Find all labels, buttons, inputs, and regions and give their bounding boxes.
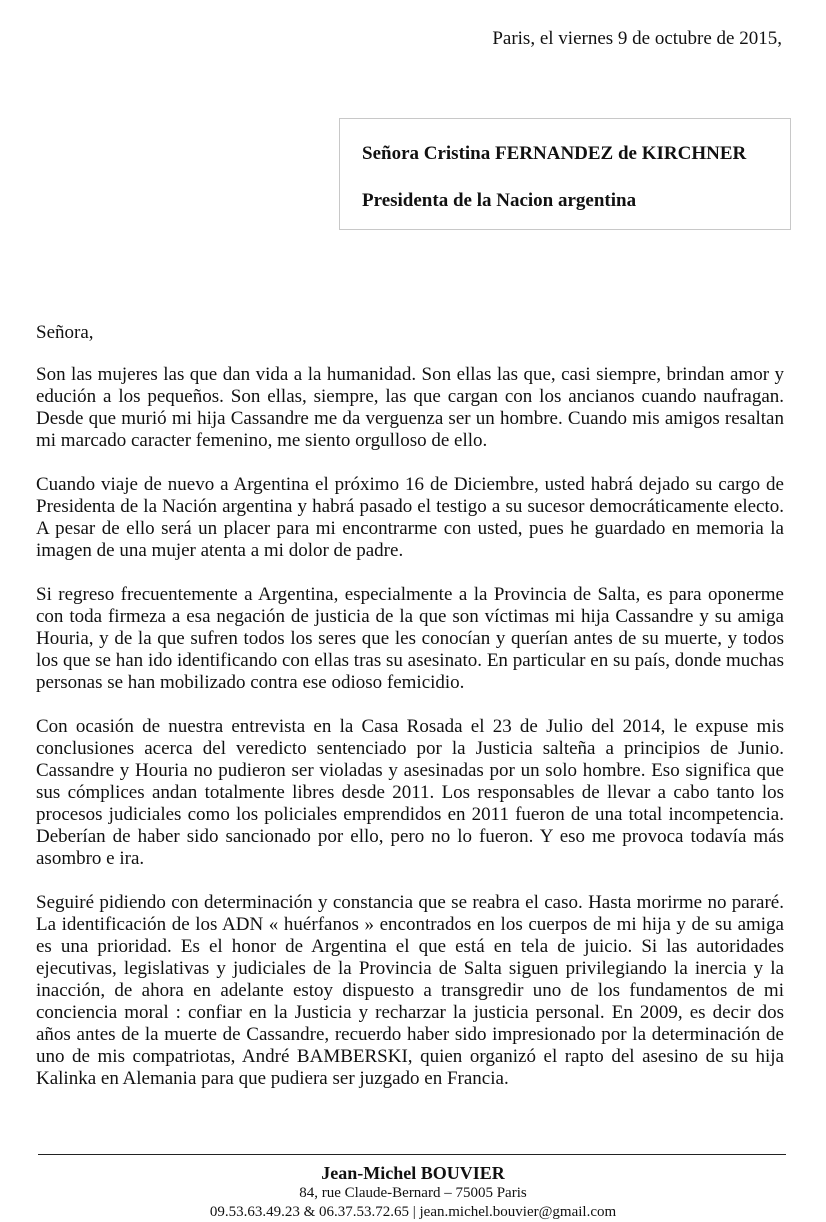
letterhead-footer: [0, 1162, 826, 1222]
recipient-title: Presidenta de la Nacion argentina: [362, 190, 637, 211]
paragraph-3: Si regreso frecuentemente a Argentina, especialmente a la Provincia de Salta, es para oponerme con toda firmeza a esa negación de justicia de la que son víctimas mi hija Cassandre y su amiga Houria, y de la que sufren todos los seres que les conocían y querían antes de su muerte, y todos los que se han ido identificando con ellas tras su asesinato. En particular en su país, donde muchas personas se han mobilizado contra ese odioso femicidio.: [36, 584, 784, 693]
paragraph-4: Con ocasión de nuestra entrevista en la Casa Rosada el 23 de Julio del 2014, le expuse mis conclusiones acerca del veredicto sentenciado por la Justicia salteña a principios de Junio. Cassandre y Houria no pudieron ser violadas y asesinadas por un solo hombre. Eso significa que sus cómplices andan totalmente libres desde 2011. Los responsables de llevar a cabo tanto los procesos judiciales como los policiales emprendidos en 2011 fueron de una total incompetencia. Deberían de haber sido sancionado por ello, pero no lo fueron. Y eso me provoca todavía más asombro e ira.: [36, 716, 784, 869]
paragraph-5: Seguiré pidiendo con determinación y constancia que se reabra el caso. Hasta morirme no pararé. La identificación de los ADN « huérfanos » encontrados en los cuerpos de mi hija y de su amiga es una prioridad. Es el honor de Argentina el que está en tela de juicio. Si las autoridades ejecutivas, legislativas y judiciales de la Provincia de Salta siguen privilegiando la inercia y la inacción, de ahora en adelante estoy dispuesto a transgredir uno de los fundamentos de mi conciencia moral : confiar en la Justicia y recharzar la justicia personal. En 2009, es decir dos años antes de la muerte de Cassandre, recuerdo haber sido impresionado por la determinación de uno de mis compatriotas, André BAMBERSKI, quien organizó el rapto del asesino de su hija Kalinka en Alemania para que pudiera ser juzgado en Francia.: [36, 892, 784, 1089]
paragraph-2: Cuando viaje de nuevo a Argentina el próximo 16 de Diciembre, usted habrá dejado su cargo de Presidenta de la Nación argentina y habrá pasado el testigo a su sucesor democráticamente electo. A pesar de ello será un placer para mi encontrarme con usted, pues he guardado en memoria la imagen de una mujer atenta a mi dolor de padre.: [36, 474, 784, 561]
sender-name: Jean-Michel BOUVIER: [321, 1163, 505, 1183]
salutation: Señora,: [36, 322, 94, 343]
letter-body: [36, 322, 784, 1112]
footer-divider: [38, 1154, 786, 1155]
recipient-name: Señora Cristina FERNANDEZ de KIRCHNER: [362, 143, 747, 164]
letter-date: Paris, el viernes 9 de octubre de 2015,: [492, 28, 782, 49]
recipient-box: [339, 118, 791, 230]
sender-contact: 09.53.63.49.23 & 06.37.53.72.65 | jean.michel.bouvier@gmail.com: [209, 1204, 617, 1220]
paragraph-1: Son las mujeres las que dan vida a la humanidad. Son ellas las que, casi siempre, brindan amor y edución a los pequeños. Son ellas, siempre, las que cargan con los ancianos cuando naufragan. Desde que murió mi hija Cassandre me da verguenza ser un hombre. Cuando mis amigos resaltan mi marcado caracter femenino, me siento orgulloso de ello.: [36, 364, 784, 451]
sender-address: 84, rue Claude-Bernard – 75005 Paris: [299, 1185, 527, 1201]
